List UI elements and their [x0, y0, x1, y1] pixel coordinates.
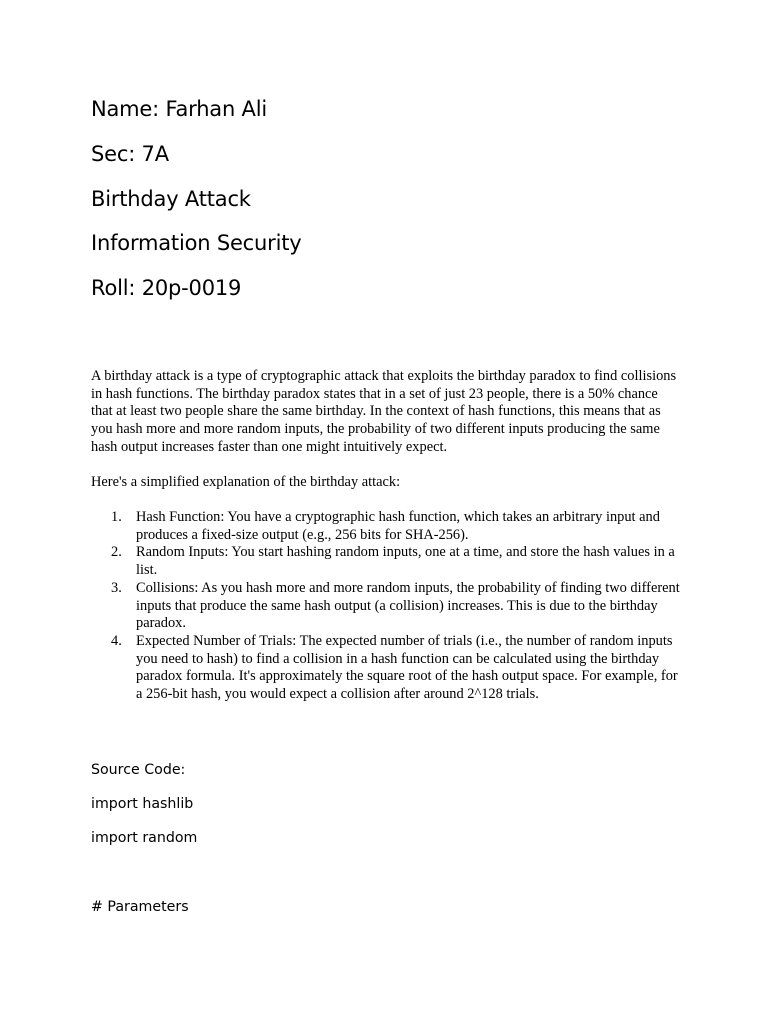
list-item-number: 1.	[111, 509, 122, 525]
list-item-text: Expected Number of Trials: The expected number of trials (i.e., the number of random inputs you need to hash) to find a collision in a hash function can be calculated using the birthday paradox formula. It's approximately the square root of the hash output space. For example, for a 256-bit hash, you would expect a collision after around 2^128 trials.	[136, 632, 678, 703]
steps-list	[91, 509, 691, 704]
list-item-number: 3.	[111, 579, 122, 596]
student-name: Name: Farhan Ali	[91, 97, 267, 121]
roll-number: Roll: 20p-0019	[91, 276, 242, 300]
course-name: Information Security	[91, 231, 302, 255]
code-line: import hashlib	[91, 796, 194, 812]
code-line: import random	[91, 830, 198, 846]
explanation-lead: Here's a simplified explanation of the birthday attack:	[91, 474, 401, 490]
section: Sec: 7A	[91, 142, 169, 166]
intro-paragraph: A birthday attack is a type of cryptographic attack that exploits the birthday paradox to find collisions in hash functions. The birthday paradox states that in a set of just 23 people, there is a 50% chance that at least two people share the same birthday. In the context of hash functions, this means that as you hash more and more random inputs, the probability of two different inputs producing the same hash output increases faster than one might intuitively expect.	[91, 368, 677, 455]
code-line: # Parameters	[91, 899, 189, 915]
source-code-label: Source Code:	[91, 762, 186, 778]
list-item-text: Random Inputs: You start hashing random inputs, one at a time, and store the hash values in a list.	[136, 544, 675, 579]
list-item-text: Collisions: As you hash more and more random inputs, the probability of finding two different inputs that produce the same hash output (a collision) increases. This is due to the birthday paradox.	[136, 579, 680, 632]
list-item	[91, 509, 681, 544]
list-item-number: 4.	[111, 632, 122, 649]
list-item-number: 2.	[111, 544, 122, 561]
list-item	[91, 580, 681, 633]
list-item	[91, 633, 681, 704]
assignment-topic: Birthday Attack	[91, 187, 251, 211]
list-item	[91, 544, 681, 579]
list-item-text: Hash Function: You have a cryptographic hash function, which takes an arbitrary input and produces a fixed-size output (e.g., 256 bits for SHA-256).	[136, 509, 660, 543]
